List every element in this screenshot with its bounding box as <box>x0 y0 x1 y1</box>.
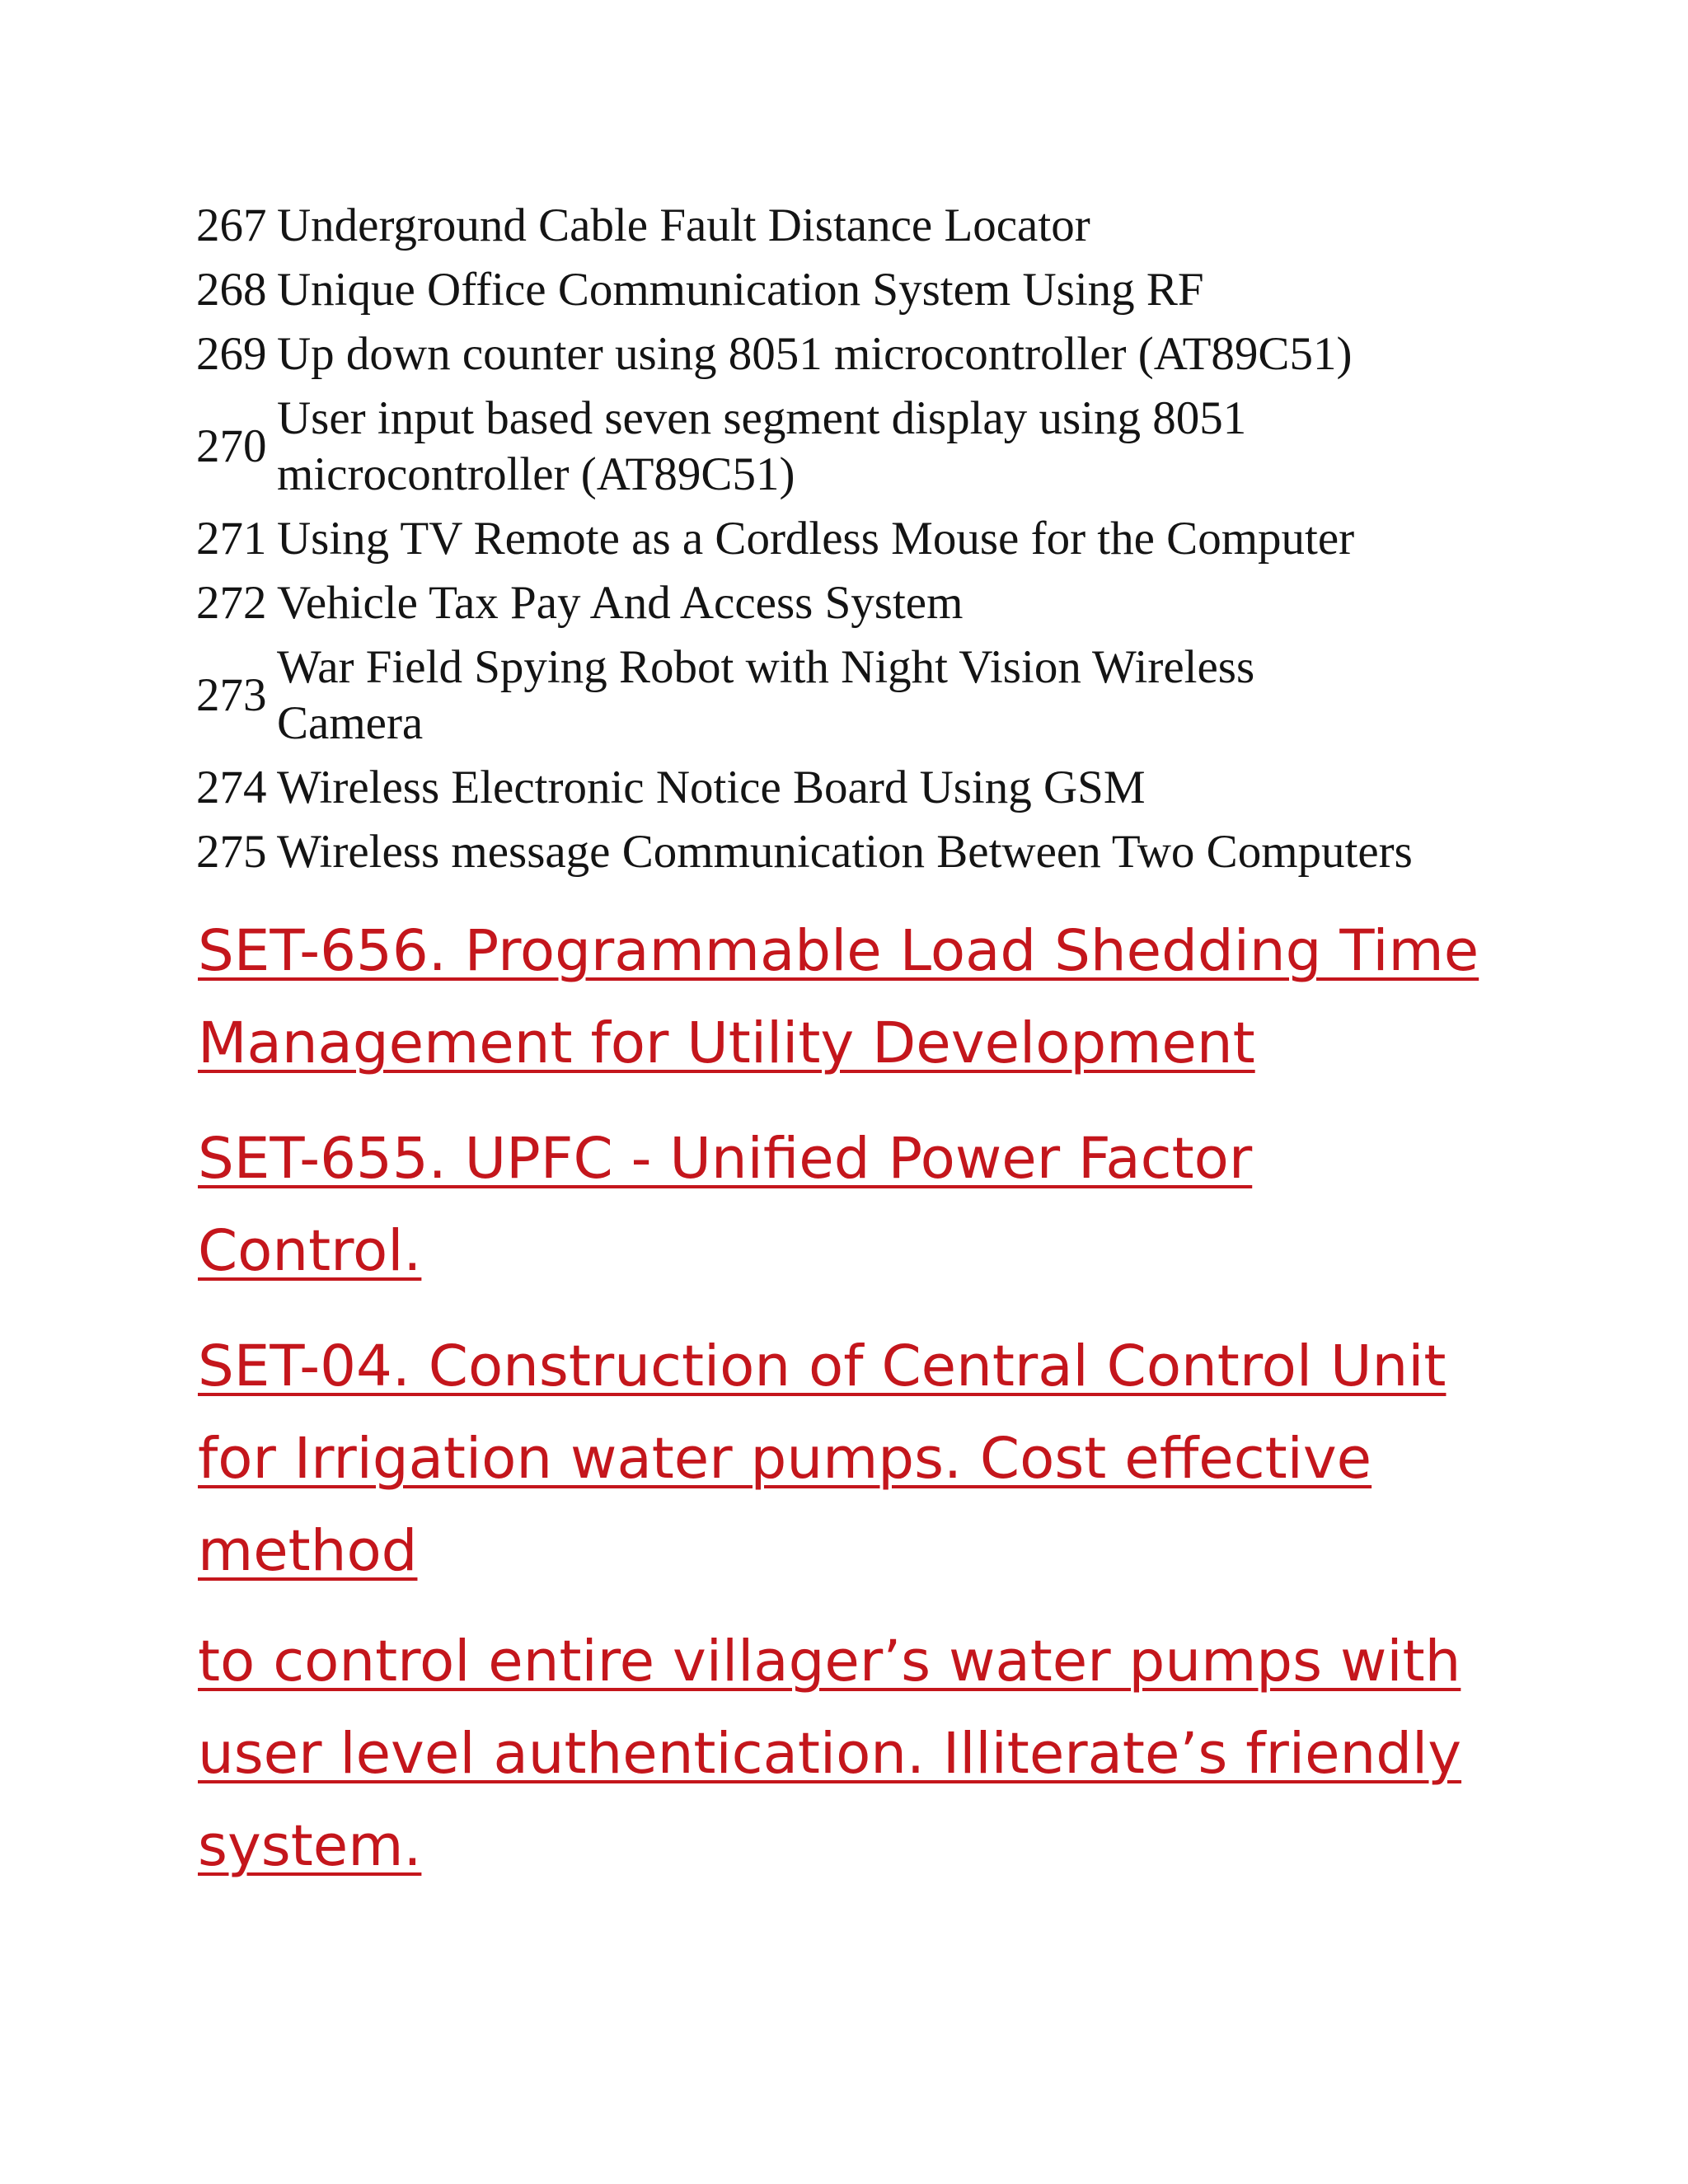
project-link-set-655[interactable]: SET-655. UPFC - Unified Power Factor Control. <box>198 1126 1253 1284</box>
project-number: 275 <box>196 826 267 878</box>
project-number: 267 <box>196 199 267 251</box>
project-row <box>196 326 1515 382</box>
project-number: 274 <box>196 762 267 813</box>
project-number: 269 <box>196 328 267 380</box>
project-link-set-04[interactable]: SET-04. Construction of Central Control Unit for Irrigation water pumps. Cost effective method <box>198 1333 1447 1584</box>
project-title: Wireless Electronic Notice Board Using GSM <box>277 762 1146 813</box>
project-row <box>196 198 1515 254</box>
project-row <box>196 824 1515 880</box>
project-number: 273 <box>196 669 267 721</box>
project-row <box>196 575 1515 631</box>
project-number: 272 <box>196 577 267 629</box>
project-title: Vehicle Tax Pay And Access System <box>277 577 964 629</box>
project-title: Unique Office Communication System Using RF <box>277 264 1204 316</box>
project-row <box>196 640 1515 752</box>
project-title: War Field Spying Robot with Night Vision Wireless Camera <box>277 641 1255 749</box>
project-row <box>196 511 1515 567</box>
project-number: 270 <box>196 420 267 472</box>
project-title: Underground Cable Fault Distance Locator <box>277 199 1090 251</box>
project-title: Up down counter using 8051 microcontroller (AT89C51) <box>277 328 1353 380</box>
project-list <box>196 198 1515 888</box>
project-link-set-04-continued[interactable]: to control entire villager’s water pumps with user level authentication. Illiterate’s friendly system. <box>198 1629 1462 1879</box>
project-title: User input based seven segment display using 8051 microcontroller (AT89C51) <box>277 392 1247 500</box>
link-block <box>198 1113 1484 1297</box>
project-title: Wireless message Communication Between Two Computers <box>277 826 1413 878</box>
project-number: 271 <box>196 513 267 565</box>
project-title: Using TV Remote as a Cordless Mouse for the Computer <box>277 513 1355 565</box>
link-block <box>198 1615 1484 1892</box>
project-number: 268 <box>196 264 267 316</box>
link-block <box>198 905 1484 1090</box>
project-row <box>196 391 1515 503</box>
project-row <box>196 262 1515 318</box>
project-row <box>196 760 1515 816</box>
project-links <box>198 905 1484 1915</box>
project-link-set-656[interactable]: SET-656. Programmable Load Shedding Time Management for Utility Development <box>198 918 1479 1076</box>
link-block <box>198 1320 1484 1597</box>
